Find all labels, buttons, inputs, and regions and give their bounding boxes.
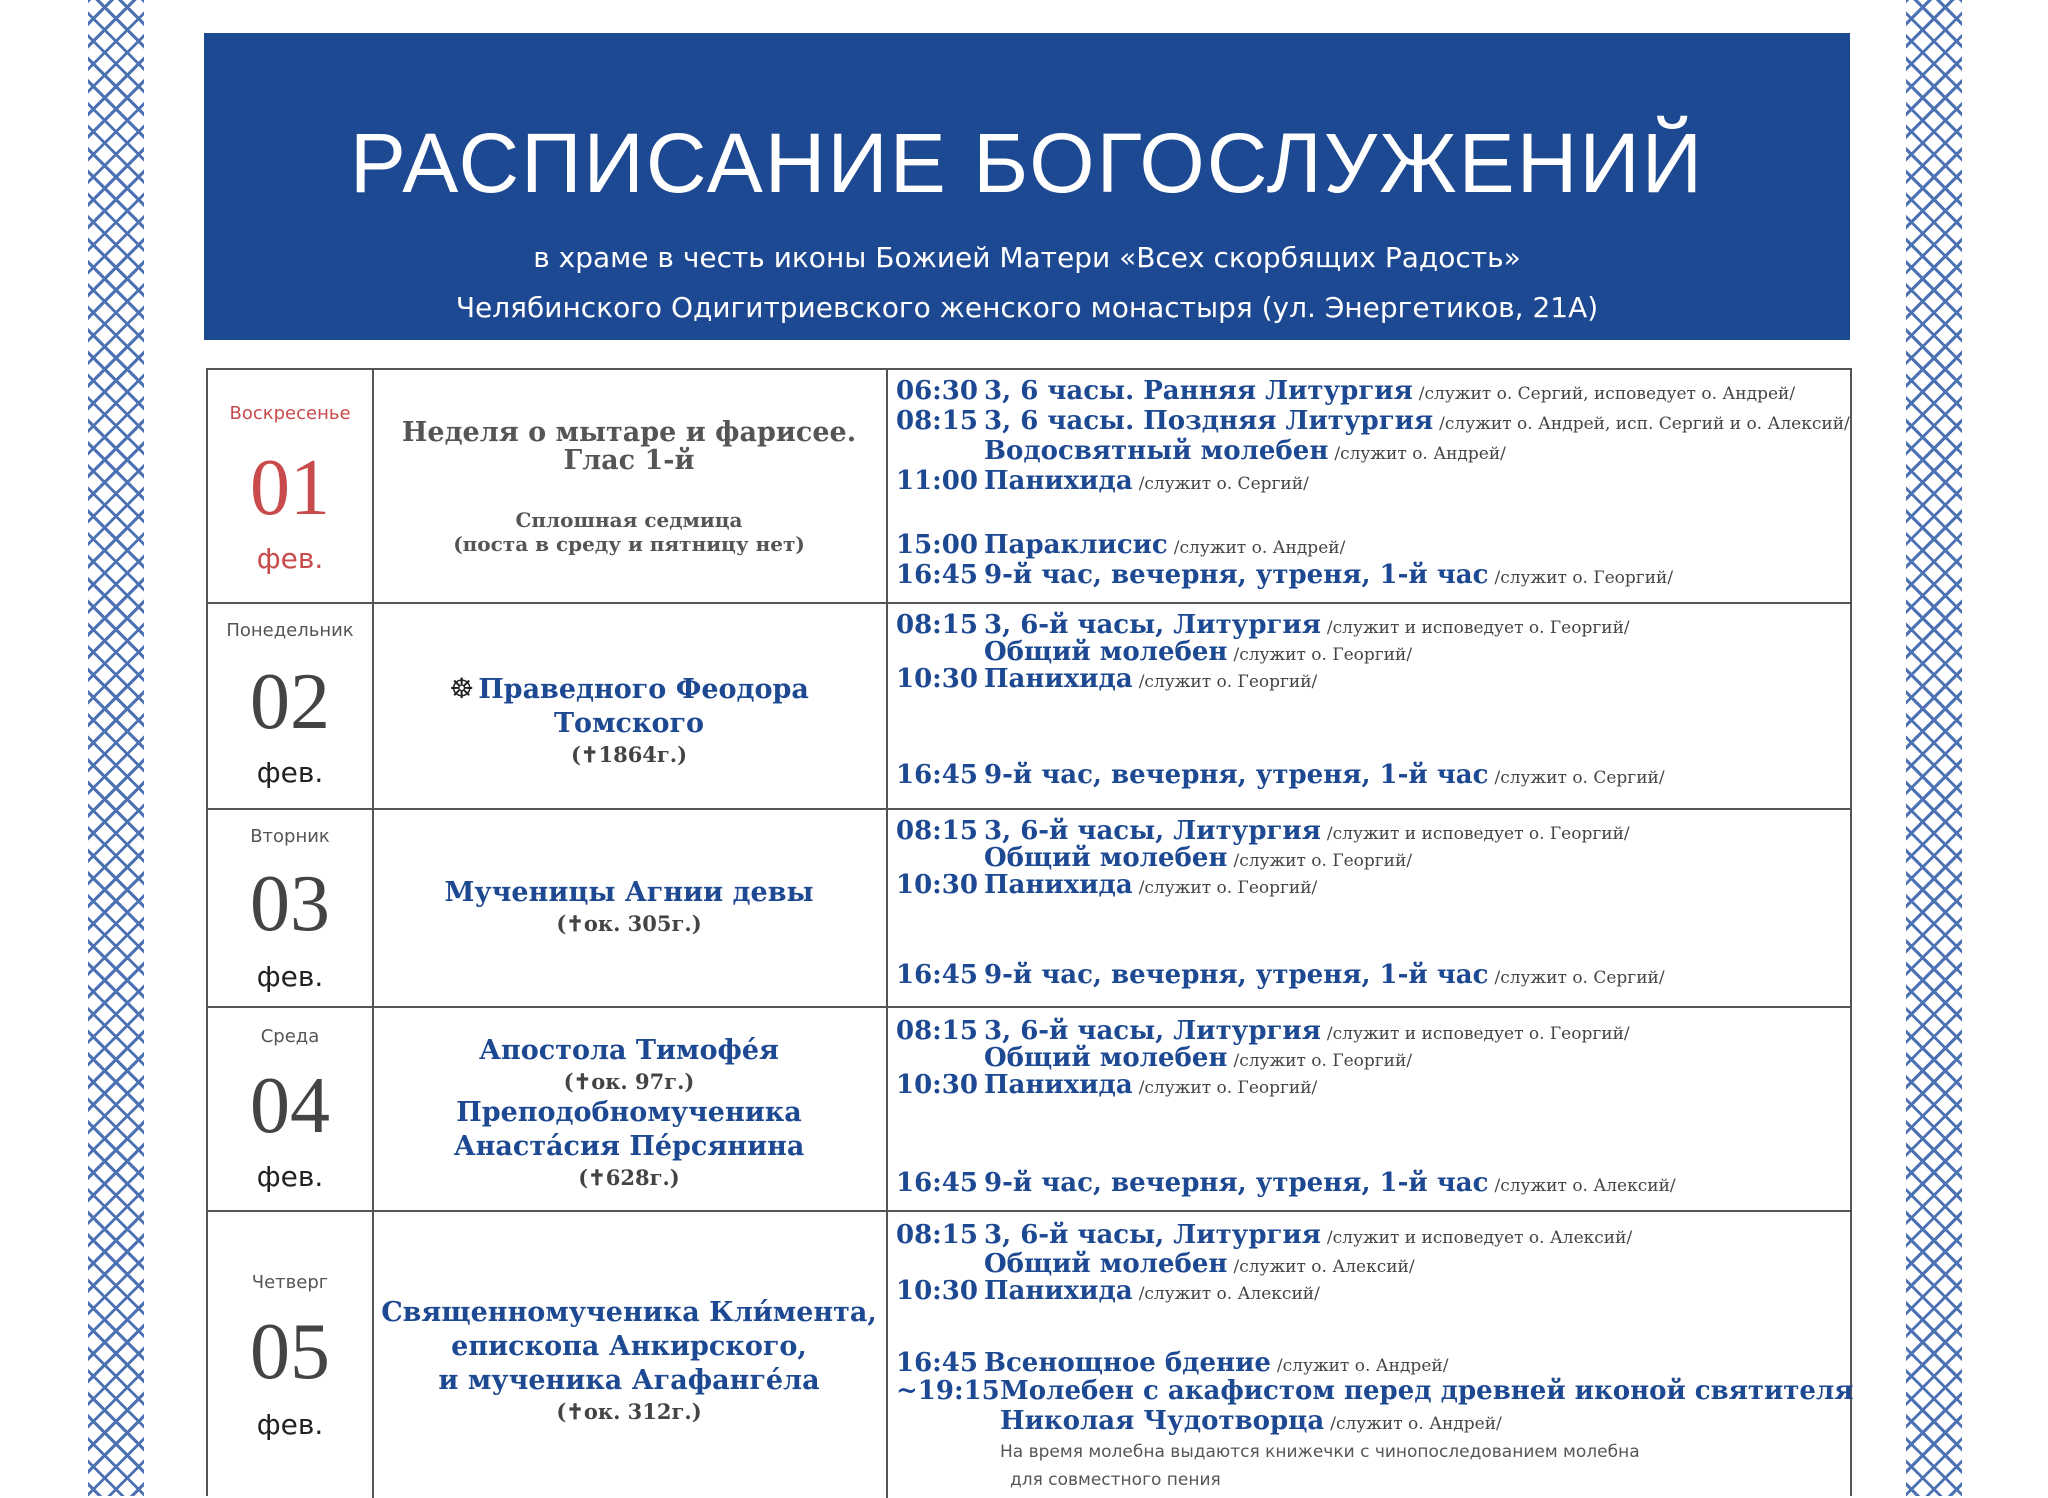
feast-cell [372,604,888,808]
day-number: 03 [250,860,330,948]
feast-cell [372,810,888,1006]
month-label: фев. [256,1408,324,1441]
services-cell [886,810,1850,1006]
day-number: 02 [250,658,330,746]
saint-icon: ☸ [449,672,475,705]
feast-title: Мученицы Агнии девы [444,877,814,908]
month-label: фев. [256,1160,324,1193]
service-clergy: /служит о. Георгий/ [1494,568,1674,588]
feast-cell [372,1212,888,1498]
schedule-row-thursday [208,1210,1854,1498]
month-label: фев. [256,960,324,993]
feast-title: Неделя о мытаре и фарисее. [401,417,857,448]
service-time: 08:15 [896,816,978,846]
service-clergy: /служит о. Георгий/ [1138,878,1318,898]
services-cell [886,1212,1854,1498]
page-title: РАСПИСАНИЕ БОГОСЛУЖЕНИЙ [349,116,1705,210]
service-item [896,960,1665,990]
date-cell [208,370,374,602]
service-clergy: /служит о. Андрей/ [1276,1356,1449,1376]
service-name: Общий молебен [984,843,1228,873]
service-clergy: /служит о. Андрей, исп. Сергий и о. Алексий/ [1439,414,1850,434]
date-cell [208,1212,374,1498]
weekday-label: Четверг [251,1272,329,1293]
service-item [896,1016,1630,1046]
schedule-row-wednesday [208,1006,1850,1210]
service-clergy: /служит о. Андрей/ [1173,538,1346,558]
service-item [896,816,1630,846]
service-clergy: /служит о. Андрей/ [1334,444,1506,464]
service-note: для совместного пения [1010,1470,1221,1490]
service-name: Параклисис [984,530,1168,560]
service-clergy: /служит о. Георгий/ [1233,1051,1413,1071]
service-time: 11:00 [896,466,978,496]
day-number: 04 [250,1062,330,1150]
service-clergy: /служит и исповедует о. Георгий/ [1326,618,1630,638]
church-subtitle: в храме в честь иконы Божией Матери «Всех скорбящих Радость» [533,241,1521,274]
day-number: 05 [250,1308,330,1396]
service-time: 08:15 [896,406,978,436]
service-name: Общий молебен [984,1043,1228,1073]
feast-death-year: (✝1864г.) [570,742,688,767]
service-time: 10:30 [896,870,978,900]
feast-tone: Глас 1-й [563,445,695,476]
service-item [896,1070,1317,1100]
feast-title: Праведного Феодора Томского [478,674,809,739]
service-clergy: /служит о. Алексий/ [1494,1176,1676,1196]
service-item [896,436,1506,466]
service-item [896,376,1795,406]
service-clergy: /служит о. Георгий/ [1233,645,1413,665]
service-clergy: /служит о. Георгий/ [1233,851,1413,871]
service-clergy: /служит о. Сергий/ [1138,474,1309,494]
service-name: 3, 6 часы. Ранняя Литургия [984,376,1413,406]
weekday-label: Среда [260,1026,320,1047]
service-time: 08:15 [896,610,978,640]
service-name: 3, 6-й часы, Литургия [984,1016,1321,1046]
feast-title: Преподобномученика [456,1097,802,1128]
service-item [896,760,1665,790]
month-label: фев. [256,542,324,575]
services-cell [886,1008,1850,1210]
service-clergy: /служит о. Георгий/ [1138,672,1318,692]
service-item [896,530,1345,560]
service-time: 06:30 [896,376,978,406]
service-item [896,1376,1859,1406]
service-name: 9-й час, вечерня, утреня, 1-й час [984,960,1489,990]
schedule-row-monday [208,602,1850,808]
feast-title: Апостола Тимофе́я [479,1035,779,1066]
service-name: Панихида [984,1070,1133,1100]
service-name: Панихида [984,466,1133,496]
service-item [896,560,1673,590]
service-item [896,1168,1676,1198]
service-clergy: /служит и исповедует о. Алексий/ [1326,1228,1633,1248]
service-item [896,1406,1502,1436]
service-time: 08:15 [896,1016,978,1046]
service-time: 15:00 [896,530,978,560]
feast-note: Сплошная седмица [515,508,743,532]
feast-title: и мученика Агафанге́ла [438,1365,820,1396]
service-item [896,637,1412,667]
service-time: 08:15 [896,1220,978,1250]
feast-death-year: (✝ок. 305г.) [556,911,702,936]
date-cell [208,1008,374,1210]
service-clergy: /служит о. Алексий/ [1138,1284,1320,1304]
service-item [896,843,1412,873]
service-time: 16:45 [896,1348,978,1378]
service-item [896,406,1850,436]
service-name: Общий молебен [984,1249,1228,1279]
service-item [896,610,1630,640]
service-name: Панихида [984,870,1133,900]
day-number: 01 [250,444,330,532]
feast-title: епископа Анкирского, [451,1331,807,1362]
service-name: Панихида [984,664,1133,694]
service-name: 3, 6 часы. Поздняя Литургия [984,406,1434,436]
feast-death-year: (✝ок. 312г.) [556,1399,702,1424]
service-clergy: /служит о. Сергий/ [1494,968,1665,988]
service-item [896,1043,1412,1073]
weekday-label: Понедельник [226,620,354,641]
date-cell [208,604,374,808]
service-name: 3, 6-й часы, Литургия [984,1220,1321,1250]
service-clergy: /служит о. Сергий, исповедует о. Андрей/ [1418,384,1796,404]
service-name: 9-й час, вечерня, утреня, 1-й час [984,760,1489,790]
feast-death-year: (✝ок. 97г.) [563,1069,695,1094]
service-time: 10:30 [896,1070,978,1100]
feast-title: Анаста́сия Пе́рсянина [453,1131,805,1162]
feast-cell [372,370,888,602]
service-clergy: /служит и исповедует о. Георгий/ [1326,1024,1630,1044]
service-name: Всенощное бдение [984,1348,1271,1378]
service-item [896,870,1317,900]
feast-cell [372,1008,888,1210]
service-name: 3, 6-й часы, Литургия [984,816,1321,846]
schedule-row-tuesday [208,808,1850,1006]
service-name: Николая Чудотворца [1000,1406,1325,1436]
service-item [896,664,1317,694]
service-clergy: /служит о. Георгий/ [1138,1078,1318,1098]
header-banner [204,33,1850,340]
service-name: Общий молебен [984,637,1228,667]
service-item [896,466,1309,496]
weekday-label: Вторник [250,826,330,847]
service-name: Панихида [984,1276,1133,1306]
service-note: На время молебна выдаются книжечки с чинопоследованием молебна [1000,1442,1640,1462]
feast-note: (поста в среду и пятницу нет) [453,532,805,556]
service-name: 9-й час, вечерня, утреня, 1-й час [984,1168,1489,1198]
service-item [896,1276,1320,1306]
ornament-border-left [88,0,144,1496]
service-name: Молебен с акафистом перед древней иконой святителя [1000,1376,1854,1406]
service-item [896,1220,1632,1250]
month-label: фев. [256,756,324,789]
service-item [896,1348,1448,1378]
services-cell [886,370,1850,602]
monastery-subtitle: Челябинского Одигитриевского женского монастыря (ул. Энергетиков, 21А) [455,291,1599,324]
service-name: 9-й час, вечерня, утреня, 1-й час [984,560,1489,590]
ornament-border-right [1906,0,1962,1496]
schedule-table [206,368,1852,1496]
schedule-row-sunday [208,370,1850,602]
service-time: 16:45 [896,760,978,790]
service-clergy: /служит о. Сергий/ [1494,768,1665,788]
service-time: ~19:15 [896,1376,1000,1406]
service-item [896,1249,1415,1279]
service-name: Водосвятный молебен [984,436,1329,466]
feast-title: Священномученика Кли́мента, [381,1297,877,1328]
service-clergy: /служит и исповедует о. Георгий/ [1326,824,1630,844]
service-name: 3, 6-й часы, Литургия [984,610,1321,640]
service-time: 16:45 [896,1168,978,1198]
service-time: 16:45 [896,960,978,990]
service-time: 10:30 [896,1276,978,1306]
service-time: 16:45 [896,560,978,590]
feast-death-year: (✝628г.) [578,1165,680,1190]
service-time: 10:30 [896,664,978,694]
weekday-label: Воскресенье [229,403,351,424]
services-cell [886,604,1850,808]
date-cell [208,810,374,1006]
service-clergy: /служит о. Алексий/ [1233,1257,1415,1277]
service-clergy: /служит о. Андрей/ [1330,1414,1502,1434]
